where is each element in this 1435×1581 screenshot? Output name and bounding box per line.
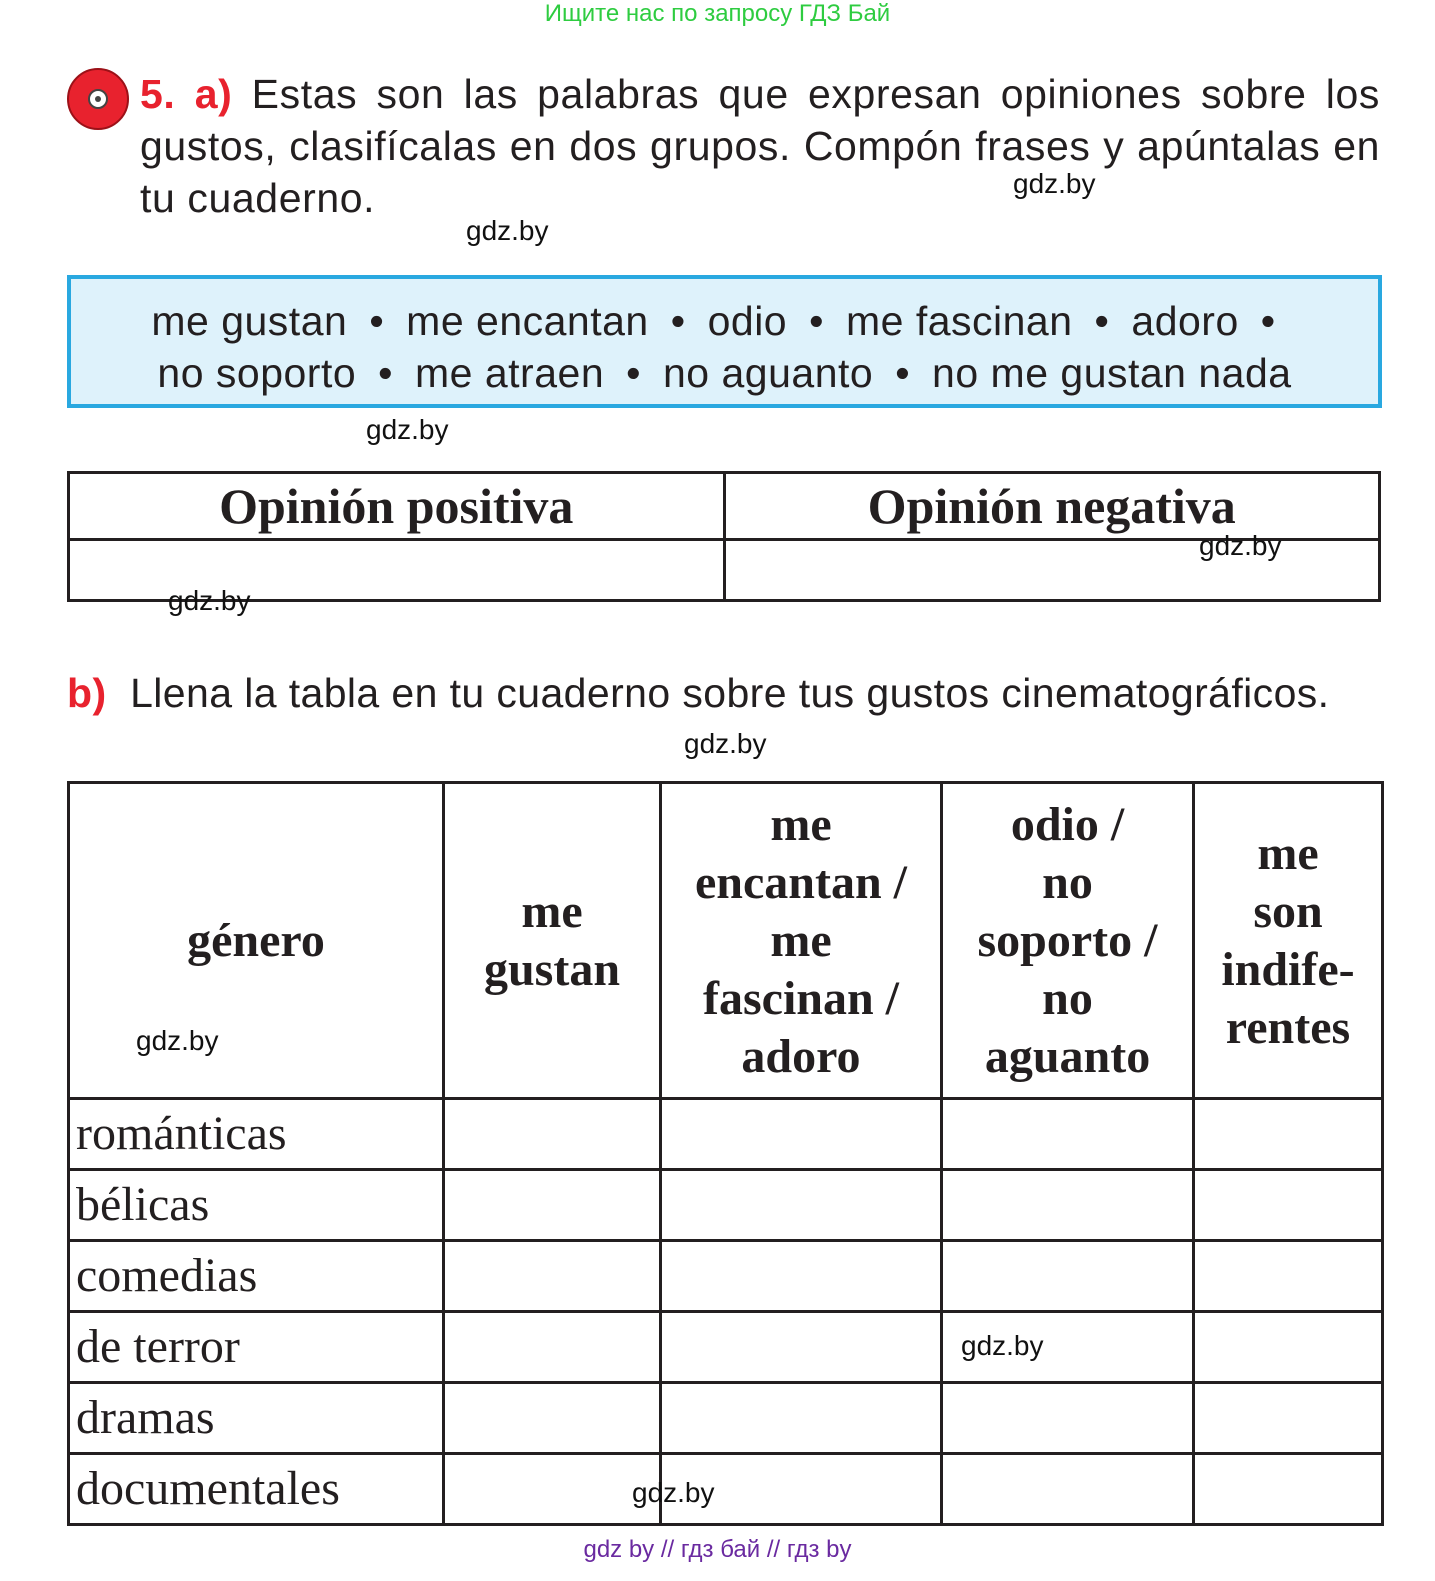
answer-cell[interactable]: [1194, 1170, 1383, 1241]
word-box-line-1: [71, 295, 1378, 347]
audio-disc-icon[interactable]: [67, 68, 129, 130]
word-chip: me gustan: [151, 298, 348, 344]
answer-cell[interactable]: [1194, 1241, 1383, 1312]
bullet-separator: •: [378, 350, 394, 396]
table-row: [69, 1454, 1383, 1525]
word-chip: odio: [707, 298, 788, 344]
genre-cell: de terror: [69, 1312, 444, 1383]
answer-cell[interactable]: [661, 1312, 942, 1383]
task-b-text: [67, 668, 1382, 718]
genre-cell: románticas: [69, 1099, 444, 1170]
word-chip: me encantan: [406, 298, 649, 344]
word-box-line-2: [71, 347, 1378, 399]
answer-cell[interactable]: [942, 1383, 1194, 1454]
audio-ring: [88, 89, 108, 109]
answer-cell[interactable]: [444, 1170, 661, 1241]
watermark: gdz.by: [136, 1025, 219, 1056]
answer-cell[interactable]: [444, 1099, 661, 1170]
header-genero: género: [69, 783, 444, 1099]
answer-cell[interactable]: [444, 1383, 661, 1454]
watermark: gdz.by: [684, 728, 767, 759]
word-chip: no me gustan nada: [932, 350, 1292, 396]
header-negative: Opinión negativa: [724, 473, 1380, 540]
watermark: gdz.by: [632, 1477, 715, 1508]
answer-cell[interactable]: [1194, 1312, 1383, 1383]
watermark: gdz.by: [1199, 530, 1282, 561]
bullet-separator: •: [895, 350, 911, 396]
bottom-banner: gdz by // гдз бай // гдз by: [583, 1536, 852, 1563]
table-row: [69, 1170, 1383, 1241]
genre-cell: documentales: [69, 1454, 444, 1525]
positive-cell[interactable]: [69, 540, 725, 601]
genre-cell: dramas: [69, 1383, 444, 1454]
table-header-row: [69, 783, 1383, 1099]
word-chip: no soporto: [157, 350, 357, 396]
header-me-encantan: me encantan / me fascinan / adoro: [661, 783, 942, 1099]
bullet-separator: •: [809, 298, 824, 344]
answer-cell[interactable]: [1194, 1383, 1383, 1454]
header-me-gustan: me gustan: [444, 783, 661, 1099]
word-chip: no aguanto: [662, 350, 874, 396]
genre-cell: bélicas: [69, 1170, 444, 1241]
word-chip: me fascinan: [845, 298, 1073, 344]
answer-cell[interactable]: [661, 1170, 942, 1241]
answer-cell[interactable]: [942, 1454, 1194, 1525]
bullet-separator: •: [1094, 298, 1110, 344]
header-odio: odio / no soporto / no aguanto: [942, 783, 1194, 1099]
part-b-instruction: Llena la tabla en tu cuaderno sobre tus gustos cinematográficos.: [130, 670, 1330, 716]
part-b-marker: b): [67, 670, 107, 716]
table-row: [69, 1312, 1383, 1383]
genre-cell: comedias: [69, 1241, 444, 1312]
watermark: gdz.by: [366, 414, 449, 445]
opinion-table: [67, 471, 1381, 602]
answer-cell[interactable]: [661, 1099, 942, 1170]
word-chip: adoro: [1131, 298, 1239, 344]
part-a-instruction: Estas son las palabras que expresan opiniones sobre los gustos, clasifícalas en dos grupos. Compón frases y apúntalas en tu cuaderno.: [140, 71, 1381, 221]
word-chip: me atraen: [415, 350, 605, 396]
table-row: [69, 1241, 1383, 1312]
watermark: gdz.by: [466, 215, 549, 246]
task-a-text: [140, 68, 1380, 224]
watermark: gdz.by: [1013, 168, 1096, 199]
watermark: gdz.by: [168, 585, 251, 616]
bullet-separator: •: [369, 298, 385, 344]
top-banner: Ищите нас по запросу ГДЗ Бай: [544, 0, 891, 27]
bullet-separator: •: [670, 298, 686, 344]
answer-cell[interactable]: [1194, 1454, 1383, 1525]
film-preferences-table: [67, 781, 1384, 1526]
part-a-marker: a): [194, 71, 233, 117]
answer-cell[interactable]: [661, 1383, 942, 1454]
table-row: [69, 1383, 1383, 1454]
answer-cell[interactable]: [444, 1454, 661, 1525]
table-row: [69, 1099, 1383, 1170]
bullet-separator: •: [626, 350, 641, 396]
answer-cell[interactable]: [942, 1099, 1194, 1170]
answer-cell[interactable]: [942, 1241, 1194, 1312]
header-positive: Opinión positiva: [69, 473, 725, 540]
word-box: [67, 275, 1382, 408]
bullet-separator: •: [1260, 298, 1276, 344]
answer-cell[interactable]: [444, 1312, 661, 1383]
answer-cell[interactable]: [942, 1170, 1194, 1241]
answer-cell[interactable]: [1194, 1099, 1383, 1170]
answer-cell[interactable]: [444, 1241, 661, 1312]
header-indiferentes: me son indife- rentes: [1194, 783, 1383, 1099]
exercise-number: 5.: [140, 71, 176, 117]
watermark: gdz.by: [961, 1330, 1044, 1361]
answer-cell[interactable]: [661, 1241, 942, 1312]
